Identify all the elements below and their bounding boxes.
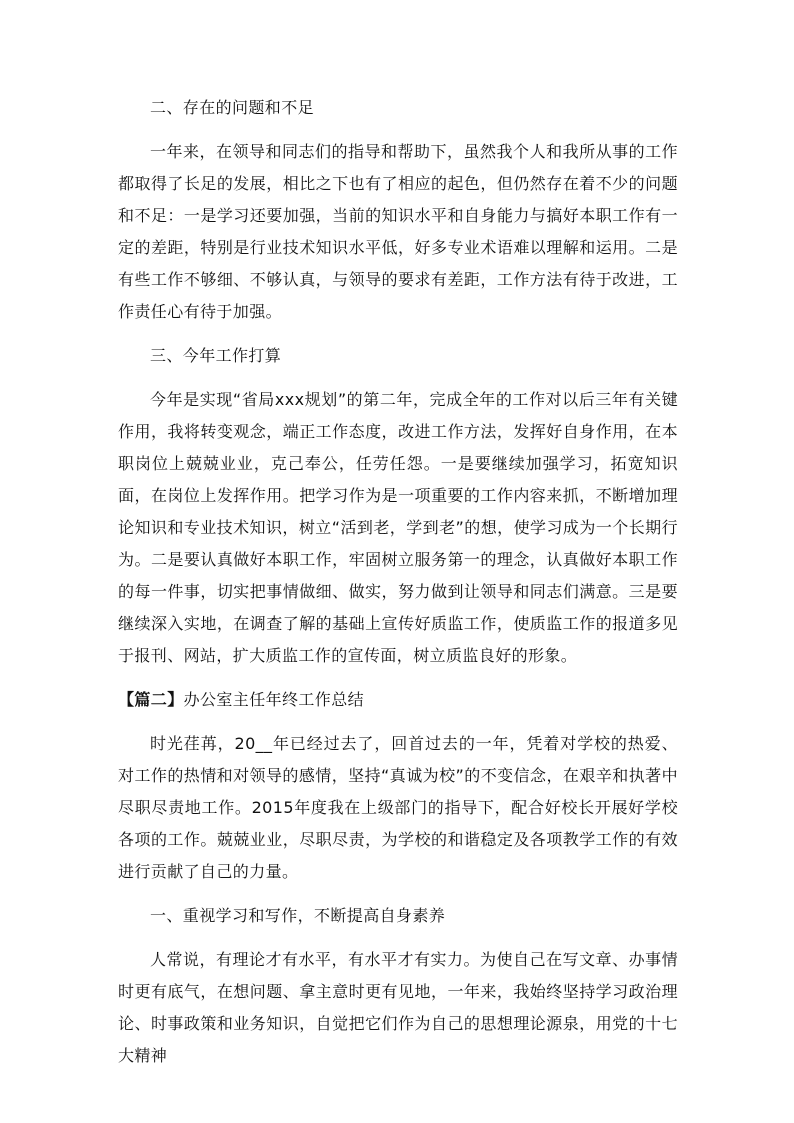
paragraph-problems: 一年来，在领导和同志们的指导和帮助下，虽然我个人和我所从事的工作都取得了长足的发展，相比之下也有了相应的起色，但仍然存在着不少的问题和不足：一是学习还要加强，当前的知识水平和自身能力与搞好本职工作有一定的差距，特别是行业技术知识水平低，好多专业术语难以理解和运用。二是有些工作不够细、不够认真，与领导的要求有差距，工作方法有待于改进，工作责任心有待于加强。 xyxy=(118,142,678,321)
heading-problems: 二、存在的问题和不足 xyxy=(150,98,315,117)
paragraph-plan: 今年是实现“省局xxx规划”的第二年，完成全年的工作对以后三年有关键作用，我将转变观念，端正工作态度，改进工作方法，发挥好自身作用，在本职岗位上兢兢业业，克己奉公，任劳任怨。一是要继续加强学习，拓宽知识面，在岗位上发挥作用。把学习作为是一项重要的工作内容来抓，不断增加理论知识和专业技术知识，树立“活到老，学到老”的想，使学习成为一个长期行为。二是要认真做好本职工作，牢固树立服务第一的理念，认真做好本职工作的每一件事，切实把事情做细、做实，努力做到让领导和同志们满意。三是要继续深入实地，在调查了解的基础上宣传好质监工作，使质监工作的报道多见于报刊、网站，扩大质监工作的宣传面，树立质监良好的形象。 xyxy=(118,390,678,665)
document-page xyxy=(118,92,678,1084)
heading-study: 一、重视学习和写作，不断提高自身素养 xyxy=(150,906,446,925)
heading-plan: 三、今年工作打算 xyxy=(150,346,282,365)
section-two-title xyxy=(118,684,678,716)
section-two-title-text: 办公室主任年终工作总结 xyxy=(183,690,365,709)
paragraph-study: 人常说，有理论才有水平，有水平才有实力。为使自己在写文章、办事情时更有底气，在想问题、拿主意时更有见地，一年来，我始终坚持学习政治理论、时事政策和业务知识，自觉把它们作为自己的思想理论源泉，用党的十七大精神 xyxy=(118,950,678,1065)
paragraph-intro: 时光荏苒，20__年已经过去了，回首过去的一年，凭着对学校的热爱、对工作的热情和对领导的感情，坚持“真诚为校”的不变信念，在艰辛和执著中尽职尽责地工作。2015年度我在上级部门的指导下，配合好校长开展好学校各项的工作。兢兢业业，尽职尽责，为学校的和谐稳定及各项教学工作的有效进行贡献了自己的力量。 xyxy=(118,734,678,881)
section-two-bracket: 【篇二】 xyxy=(118,690,184,709)
